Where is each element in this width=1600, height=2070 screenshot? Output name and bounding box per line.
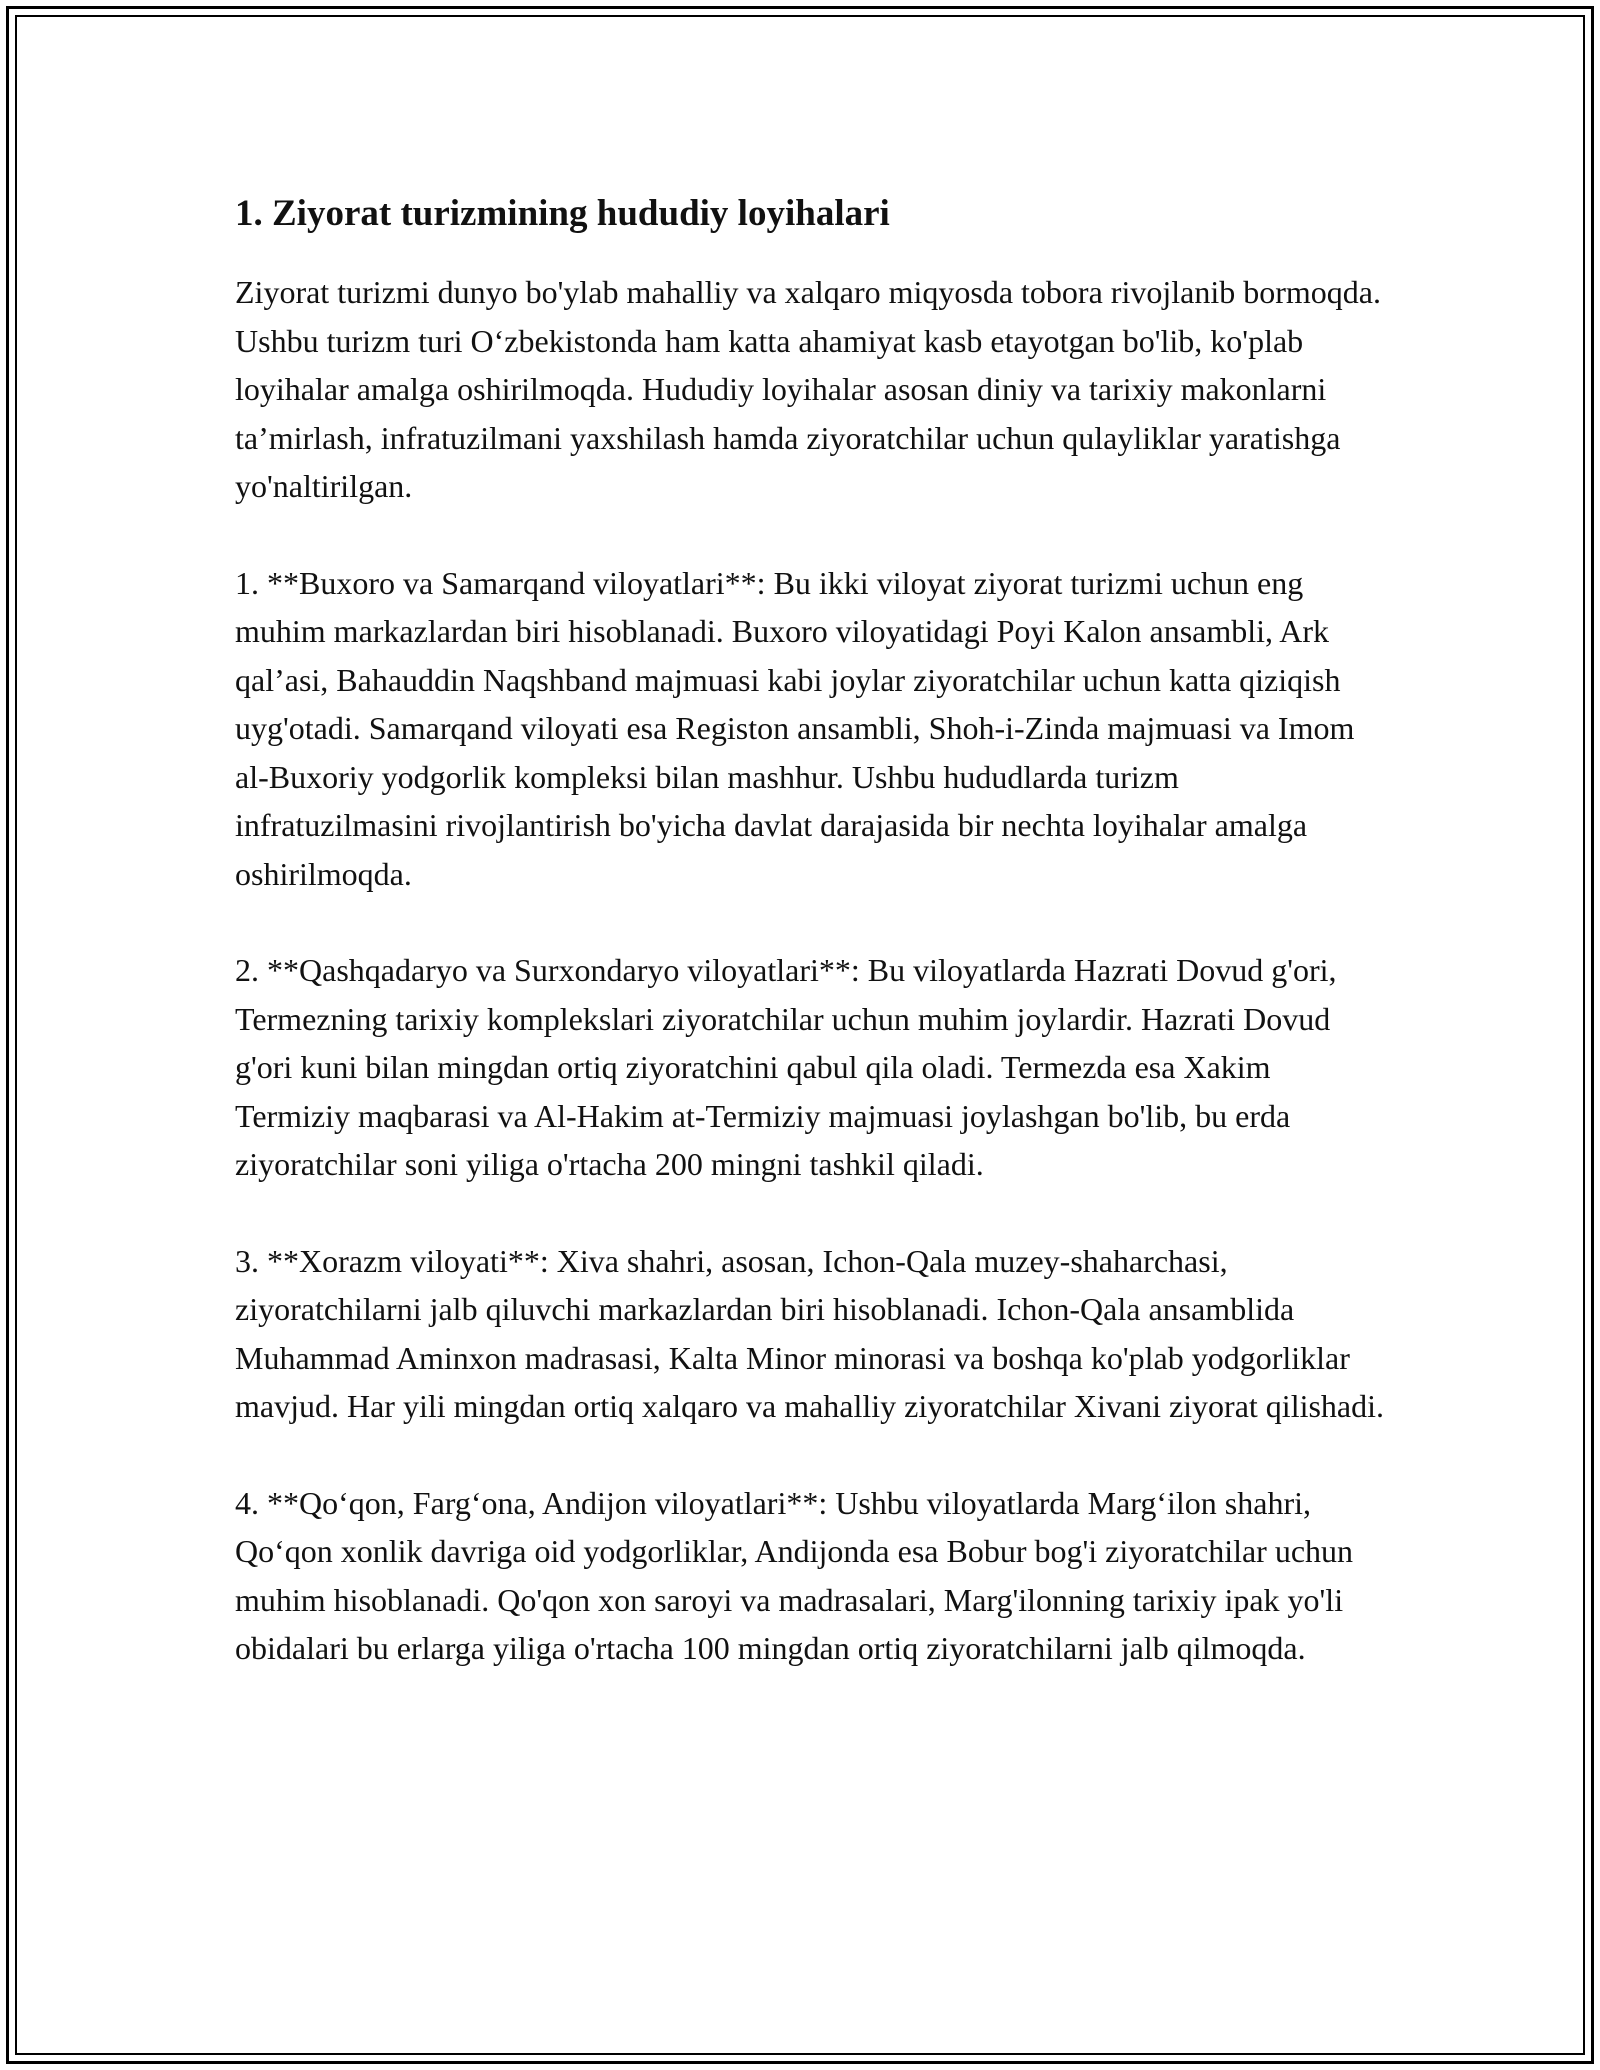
list-item-xorazm: 3. **Xorazm viloyati**: Xiva shahri, asosan, Ichon-Qala muzey-shaharchasi, ziyoratchilarni jalb qiluvchi markazlardan biri hisoblanadi. Ichon-Qala ansamblida Muhammad Aminxon madrasasi, Kalta Minor minorasi va boshqa ko'plab yodgorliklar mavjud. Har yili mingdan ortiq xalqaro va mahalliy ziyoratchilar Xivani ziyorat qilishadi.	[235, 1242, 1385, 1424]
intro-paragraph: Ziyorat turizmi dunyo bo'ylab mahalliy va xalqaro miqyosda tobora rivojlanib bormoqda. Ushbu turizm turi O‘zbekistonda ham katta ahamiyat kasb etayotgan bo'lib, ko'plab loyihalar amalga oshirilmoqda. Hududiy loyihalar asosan diniy va tarixiy makonlarni ta’mirlash, infratuzilmani yaxshilash hamda ziyoratchilar uchun qulayliklar yaratishga yo'naltirilgan.	[235, 274, 1381, 504]
list-item-qashqadaryo-surxondaryo: 2. **Qashqadaryo va Surxondaryo viloyatlari**: Bu viloyatlarda Hazrati Dovud g'ori, Termezning tarixiy komplekslari ziyoratchilar uchun muhim joylardir. Hazrati Dovud g'ori kuni bilan mingdan ortiq ziyoratchini qabul qila oladi. Termezda esa Xakim Termiziy maqbarasi va Al-Hakim at-Termiziy majmuasi joylashgan bo'lib, bu erda ziyoratchilar soni yiliga o'rtacha 200 mingni tashkil qiladi.	[235, 952, 1337, 1182]
document-body	[235, 188, 1385, 1721]
list-item-fargona-valley: 4. **Qo‘qon, Farg‘ona, Andijon viloyatlari**: Ushbu viloyatlarda Marg‘ilon shahri, Qo‘qon xonlik davriga oid yodgorliklar, Andijonda esa Bobur bog'i ziyoratchilar uchun muhim hisoblanadi. Qo'qon xon saroyi va madrasalari, Marg'ilonning tarixiy ipak yo'li obidalari bu erlarga yiliga o'rtacha 100 mingdan ortiq ziyoratchilarni jalb qilmoqda.	[235, 1484, 1354, 1666]
section-heading: 1. Ziyorat turizmining hududiy loyihalari	[235, 193, 890, 234]
list-item-buxoro-samarqand: 1. **Buxoro va Samarqand viloyatlari**: Bu ikki viloyat ziyorat turizmi uchun eng muhim markazlardan biri hisoblanadi. Buxoro viloyatidagi Poyi Kalon ansambli, Ark qal’asi, Bahauddin Naqshband majmuasi kabi joylar ziyoratchilar uchun katta qiziqish uyg'otadi. Samarqand viloyati esa Registon ansambli, Shoh-i-Zinda majmuasi va Imom al-Buxoriy yodgorlik kompleksi bilan mashhur. Ushbu hududlarda turizm infratuzilmasini rivojlantirish bo'yicha davlat darajasida bir nechta loyihalar amalga oshirilmoqda.	[235, 564, 1355, 892]
